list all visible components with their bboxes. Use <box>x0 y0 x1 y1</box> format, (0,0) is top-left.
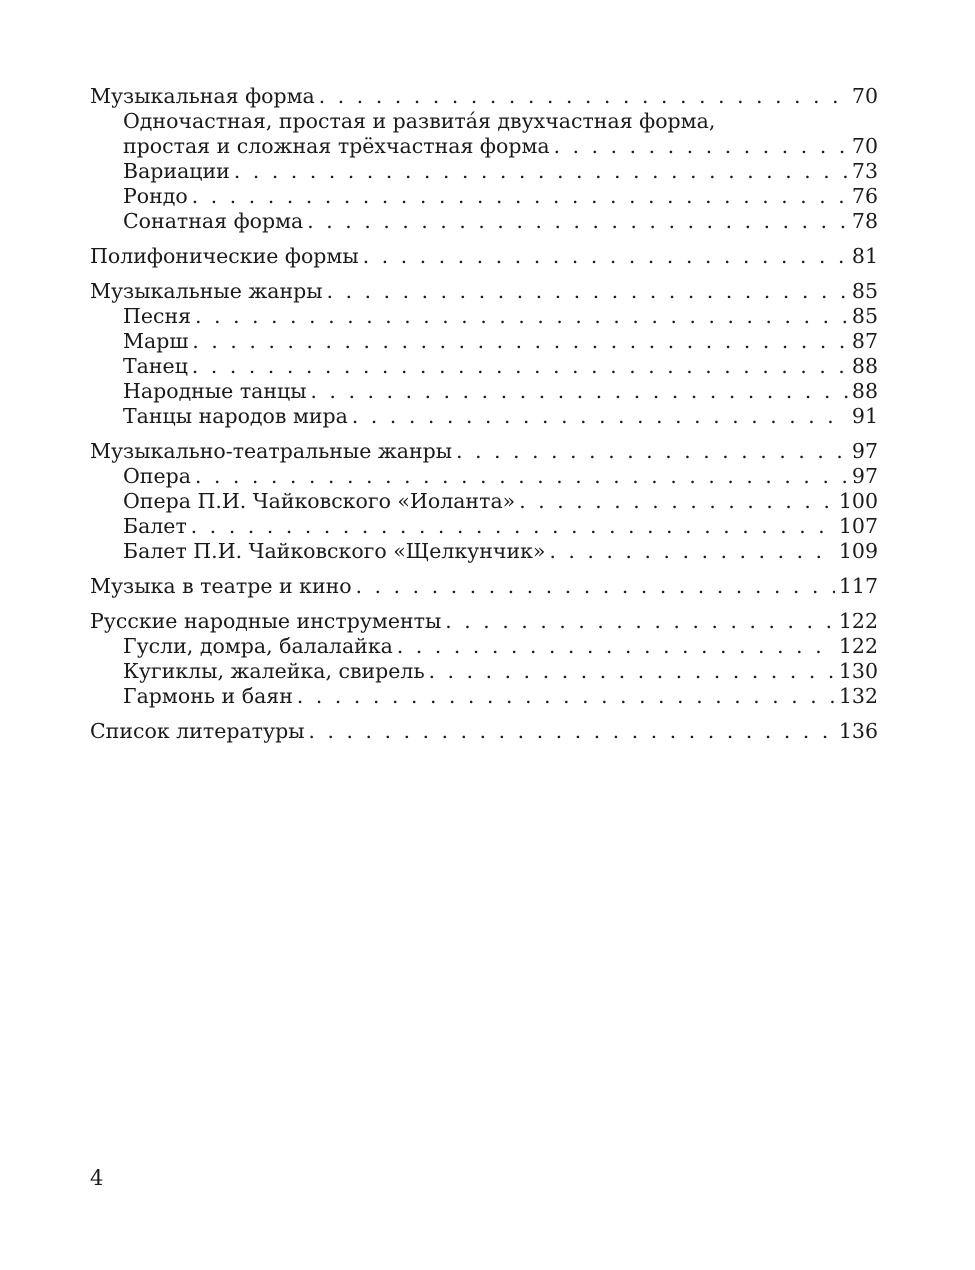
toc-page-number: 130 <box>838 659 878 683</box>
toc-entry-title: Танцы народов мира <box>123 404 348 428</box>
toc-page-number: 70 <box>851 84 878 108</box>
toc-section <box>90 84 878 234</box>
toc-entry-title: Опера <box>123 464 191 488</box>
toc-section-title: Музыка в театре и кино <box>90 574 352 598</box>
toc-entry <box>90 539 878 564</box>
toc-section-entry <box>90 279 878 304</box>
dot-leader <box>554 134 848 159</box>
dot-leader <box>519 489 835 514</box>
toc-section-title: Список литературы <box>90 719 305 743</box>
toc-entry-title: Гусли, домра, балалайка <box>123 634 393 658</box>
toc-page-number: 136 <box>838 719 878 743</box>
dot-leader <box>297 684 835 709</box>
toc-section-title: Русские народные инструменты <box>90 609 442 633</box>
toc-page-number: 73 <box>851 159 878 183</box>
toc-entry-first-line <box>90 109 878 134</box>
toc-section-entry <box>90 574 878 599</box>
dot-leader <box>191 514 835 539</box>
toc-entry <box>90 304 878 329</box>
toc-entry-title: Рондо <box>123 184 188 208</box>
toc-entry-title: Сонатная форма <box>123 209 304 233</box>
toc-entry-title: Песня <box>123 304 192 328</box>
dot-leader <box>319 84 848 109</box>
toc-page-number: 85 <box>851 279 878 303</box>
dot-leader <box>192 329 848 354</box>
toc-entry-title: Балет П.И. Чайковского «Щелкунчик» <box>123 539 546 563</box>
toc-page-number: 97 <box>851 439 878 463</box>
dot-leader <box>311 379 848 404</box>
toc-entry <box>90 354 878 379</box>
dot-leader <box>352 404 848 429</box>
toc-entry <box>90 379 878 404</box>
toc-page-number: 107 <box>838 514 878 538</box>
toc-entry <box>90 659 878 684</box>
toc-entry-title: простая и сложная трёхчастная форма <box>123 134 550 158</box>
dot-leader <box>234 159 848 184</box>
toc-section-title: Музыкальные жанры <box>90 279 323 303</box>
dot-leader <box>309 719 835 744</box>
toc-page-number: 132 <box>838 684 878 708</box>
toc-entry <box>90 159 878 184</box>
dot-leader <box>445 609 835 634</box>
toc-entry-title: Танец <box>123 354 188 378</box>
toc-page-number: 76 <box>851 184 878 208</box>
toc-entry <box>90 184 878 209</box>
dot-leader <box>549 539 834 564</box>
toc-entry <box>90 404 878 429</box>
toc-page-number: 78 <box>851 209 878 233</box>
dot-leader <box>192 354 848 379</box>
toc-page-number: 122 <box>838 634 878 658</box>
toc-section-title: Полифонические формы <box>90 244 359 268</box>
toc-page-number: 97 <box>851 464 878 488</box>
toc-section <box>90 719 878 744</box>
toc-page-number: 88 <box>851 379 878 403</box>
toc-page-number: 109 <box>838 539 878 563</box>
toc-page-number: 100 <box>838 489 878 513</box>
toc-section <box>90 574 878 599</box>
toc-entry <box>90 329 878 354</box>
toc-entry <box>90 209 878 234</box>
toc-section <box>90 609 878 709</box>
toc-page-number: 85 <box>851 304 878 328</box>
toc-entry <box>90 514 878 539</box>
dot-leader <box>429 659 835 684</box>
toc-page-number: 88 <box>851 354 878 378</box>
page-number-footer: 4 <box>90 1166 104 1190</box>
toc-entry <box>90 464 878 489</box>
toc-entry-title: Одночастная, простая и развитáя двухчастная форма, <box>123 109 716 133</box>
toc-section-entry <box>90 439 878 464</box>
toc-page-number: 87 <box>851 329 878 353</box>
dot-leader <box>195 464 848 489</box>
toc-entry-title: Народные танцы <box>123 379 307 403</box>
dot-leader <box>327 279 848 304</box>
table-of-contents <box>90 84 878 754</box>
toc-page-number: 70 <box>851 134 878 158</box>
toc-entry <box>90 489 878 514</box>
toc-section <box>90 439 878 564</box>
toc-section <box>90 279 878 429</box>
toc-entry-title: Балет <box>123 514 187 538</box>
dot-leader <box>397 634 835 659</box>
toc-entry-title: Гармонь и баян <box>123 684 293 708</box>
toc-section-entry <box>90 609 878 634</box>
dot-leader <box>192 184 848 209</box>
toc-entry-title: Кугиклы, жалейка, свирель <box>123 659 425 683</box>
toc-page-number: 81 <box>851 244 878 268</box>
dot-leader <box>307 209 848 234</box>
toc-entry <box>90 634 878 659</box>
toc-section-entry <box>90 719 878 744</box>
dot-leader <box>456 439 848 464</box>
toc-entry-title: Марш <box>123 329 189 353</box>
toc-page-number: 117 <box>838 574 878 598</box>
toc-page-number: 122 <box>838 609 878 633</box>
toc-entry-title: Вариации <box>123 159 230 183</box>
toc-entry <box>90 134 878 159</box>
toc-section-title: Музыкальная форма <box>90 84 315 108</box>
dot-leader <box>356 574 835 599</box>
toc-entry-title: Опера П.И. Чайковского «Иоланта» <box>123 489 516 513</box>
dot-leader <box>195 304 848 329</box>
toc-section-entry <box>90 84 878 109</box>
toc-section <box>90 244 878 269</box>
toc-entry <box>90 684 878 709</box>
toc-section-title: Музыкально-театральные жанры <box>90 439 453 463</box>
toc-section-entry <box>90 244 878 269</box>
toc-page-number: 91 <box>851 404 878 428</box>
dot-leader <box>363 244 848 269</box>
